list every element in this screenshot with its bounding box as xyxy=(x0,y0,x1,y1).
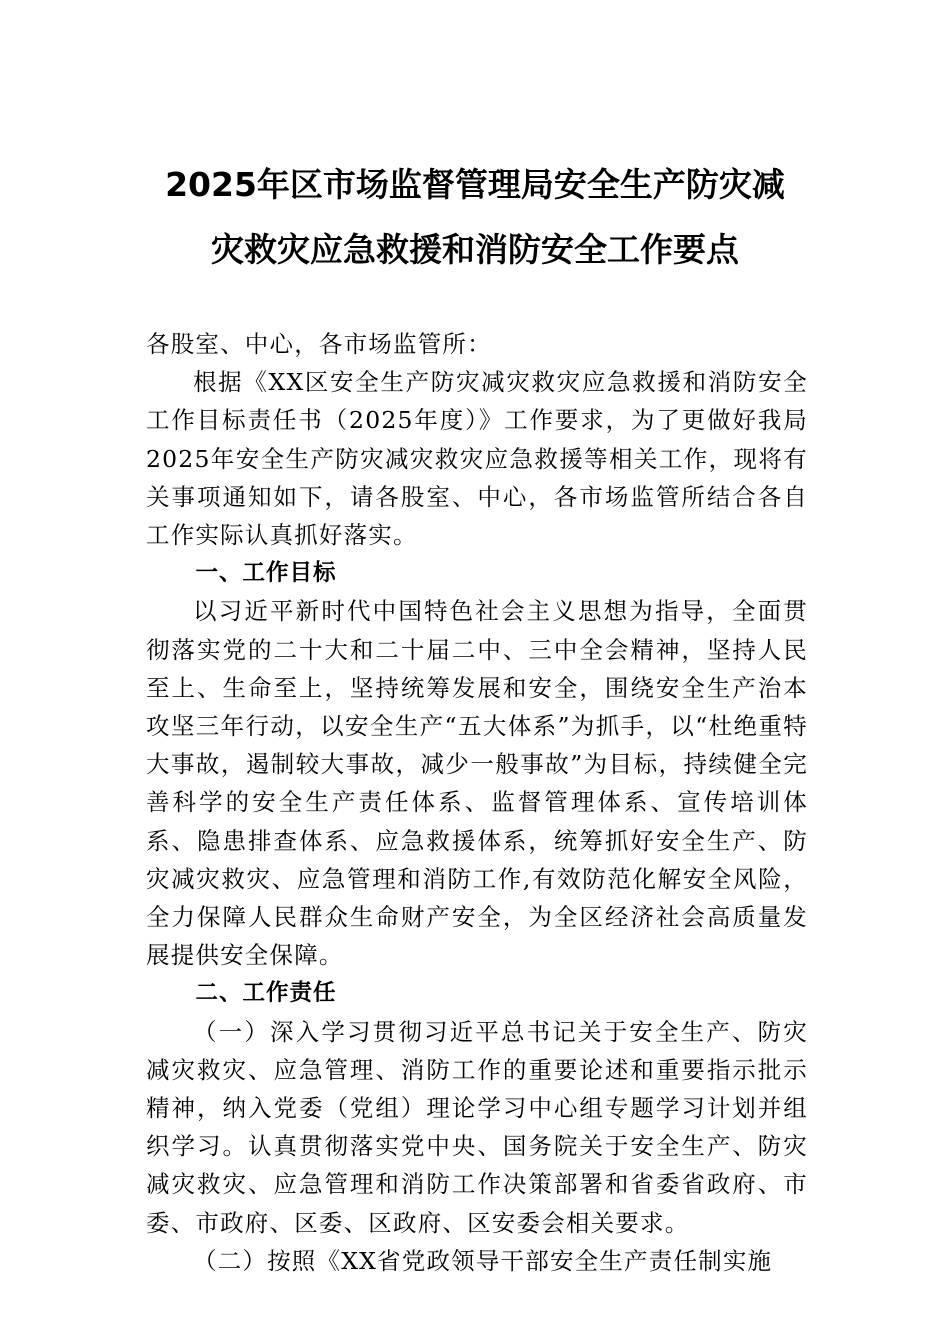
responsibility-item-1: （一）深入学习贯彻习近平总书记关于安全生产、防灾减灾救灾、应急管理、消防工作的重要论述和重要指示批示精神，纳入党委（党组）理论学习中心组专题学习计划并组织学习。认真贯彻落实党中央、国务院关于安全生产、防灾减灾救灾、应急管理和消防工作决策部署和省委省政府、市委、市政府、区委、区政府、区安委会相关要求。 xyxy=(146,1017,808,1237)
document-title-line-1: 2025年区市场监督管理局安全生产防灾减 xyxy=(165,165,785,204)
document-body xyxy=(146,325,808,1280)
document-title-line-2: 灾救灾应急救援和消防安全工作要点 xyxy=(211,230,739,269)
section-heading-responsibilities: 二、工作责任 xyxy=(195,980,337,1007)
intro-paragraph: 根据《XX区安全生产防灾减灾救灾应急救援和消防安全工作目标责任书（2025年度）》工作要求，为了更做好我局2025年安全生产防灾减灾救灾应急救援等相关工作，现将有关事项通知如下，请各股室、中心，各市场监管所结合各自工作实际认真抓好落实。 xyxy=(146,368,808,550)
salutation: 各股室、中心，各市场监管所： xyxy=(146,330,492,358)
goals-paragraph: 以习近平新时代中国特色社会主义思想为指导，全面贯彻落实党的二十大和二十届二中、三中全会精神，坚持人民至上、生命至上，坚持统筹发展和安全，围绕安全生产治本攻坚三年行动，以安全生产“五大体系”为抓手，以“杜绝重特大事故，遏制较大事故，减少一般事故”为目标，持续健全完善科学的安全生产责任体系、监督管理体系、宣传培训体系、隐患排查体系、应急救援体系，统筹抓好安全生产、防灾减灾救灾、应急管理和消防工作,有效防范化解安全风险，全力保障人民群众生命财产安全，为全区经济社会高质量发展提供安全保障。 xyxy=(146,597,808,970)
responsibility-item-2: （二）按照《XX省党政领导干部安全生产责任制实施 xyxy=(193,1246,773,1275)
section-heading-goals: 一、工作目标 xyxy=(195,560,337,587)
